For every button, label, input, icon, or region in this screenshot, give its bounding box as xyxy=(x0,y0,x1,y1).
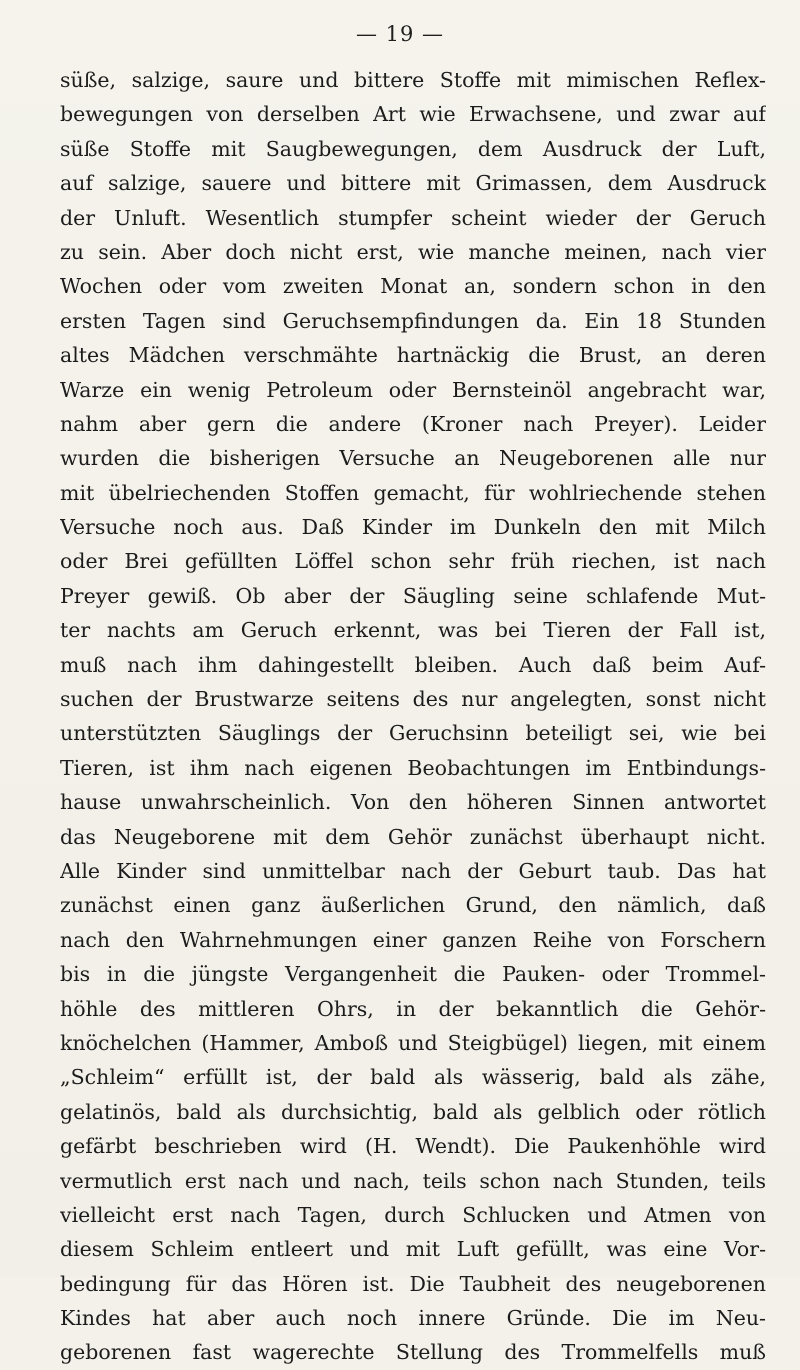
text-line: auf salzige, sauere und bittere mit Grimassen, dem Ausdruck xyxy=(60,171,766,196)
text-line: geborenen fast wagerechte Stellung des Trommelfells muß xyxy=(60,1340,766,1365)
text-line: ersten Tagen sind Geruchsempfindungen da. Ein 18 Stunden xyxy=(60,308,766,333)
text-line: das Neugeborene mit dem Gehör zunächst überhaupt nicht. xyxy=(60,824,766,849)
text-line: Wochen oder vom zweiten Monat an, sondern schon in den xyxy=(60,274,766,299)
text-line: muß nach ihm dahingestellt bleiben. Auch daß beim Auf- xyxy=(60,652,766,677)
text-line: suchen der Brustwarze seitens des nur angelegten, sonst nicht xyxy=(60,687,766,712)
text-line: zunächst einen ganz äußerlichen Grund, den nämlich, daß xyxy=(60,893,766,918)
page-number: — 19 — xyxy=(355,22,445,46)
text-line: süße, salzige, saure und bittere Stoffe mit mimischen Reflex- xyxy=(60,68,766,92)
text-line: bis in die jüngste Vergangenheit die Pauken- oder Trommel- xyxy=(60,962,766,987)
text-line: diesem Schleim entleert und mit Luft gefüllt, was eine Vor- xyxy=(60,1237,766,1262)
text-line: mit übelriechenden Stoffen gemacht, für wohlriechende stehen xyxy=(60,480,766,505)
text-line: bedingung für das Hören ist. Die Taubheit des neugeborenen xyxy=(60,1271,766,1296)
text-line: Kindes hat aber auch noch innere Gründe. Die im Neu- xyxy=(60,1306,766,1331)
text-line: süße Stoffe mit Saugbewegungen, dem Ausdruck der Luft, xyxy=(60,136,766,161)
text-line: Tieren, ist ihm nach eigenen Beobachtungen im Entbindungs- xyxy=(60,755,766,780)
text-line: Warze ein wenig Petroleum oder Bernsteinöl angebracht war, xyxy=(60,377,766,402)
text-line: altes Mädchen verschmähte hartnäckig die Brust, an deren xyxy=(60,343,766,368)
text-line: bewegungen von derselben Art wie Erwachsene, und zwar auf xyxy=(60,102,766,127)
text-line: zu sein. Aber doch nicht erst, wie manche meinen, nach vier xyxy=(60,239,766,264)
text-line: der Unluft. Wesentlich stumpfer scheint wieder der Geruch xyxy=(60,205,766,230)
text-line: wurden die bisherigen Versuche an Neugeborenen alle nur xyxy=(60,446,766,471)
text-line: vermutlich erst nach und nach, teils schon nach Stunden, teils xyxy=(60,1168,766,1193)
text-line: knöchelchen (Hammer, Amboß und Steigbügel) liegen, mit einem xyxy=(60,1030,766,1055)
text-line: oder Brei gefüllten Löffel schon sehr früh riechen, ist nach xyxy=(60,549,766,574)
text-line: unterstützten Säuglings der Geruchsinn beteiligt sei, wie bei xyxy=(60,721,766,746)
text-line: Preyer gewiß. Ob aber der Säugling seine schlafende Mut- xyxy=(60,583,766,608)
text-line: vielleicht erst nach Tagen, durch Schlucken und Atmen von xyxy=(60,1202,766,1227)
text-line: gefärbt beschrieben wird (H. Wendt). Die Paukenhöhle wird xyxy=(60,1134,766,1159)
text-line: gelatinös, bald als durchsichtig, bald als gelblich oder rötlich xyxy=(60,1099,766,1124)
text-line: nahm aber gern die andere (Kroner nach Preyer). Leider xyxy=(60,411,766,436)
text-line: „Schleim“ erfüllt ist, der bald als wässerig, bald als zähe, xyxy=(60,1065,766,1090)
text-line: Versuche noch aus. Daß Kinder im Dunkeln den mit Milch xyxy=(60,515,766,540)
text-line: höhle des mittleren Ohrs, in der bekanntlich die Gehör- xyxy=(60,996,766,1021)
text-line: ter nachts am Geruch erkennt, was bei Tieren der Fall ist, xyxy=(60,618,766,643)
body-text xyxy=(60,63,766,1370)
text-line: hause unwahrscheinlich. Von den höheren Sinnen antwortet xyxy=(60,790,766,815)
text-line: Alle Kinder sind unmittelbar nach der Geburt taub. Das hat xyxy=(60,858,766,883)
text-line: nach den Wahrnehmungen einer ganzen Reihe von Forschern xyxy=(60,927,766,952)
